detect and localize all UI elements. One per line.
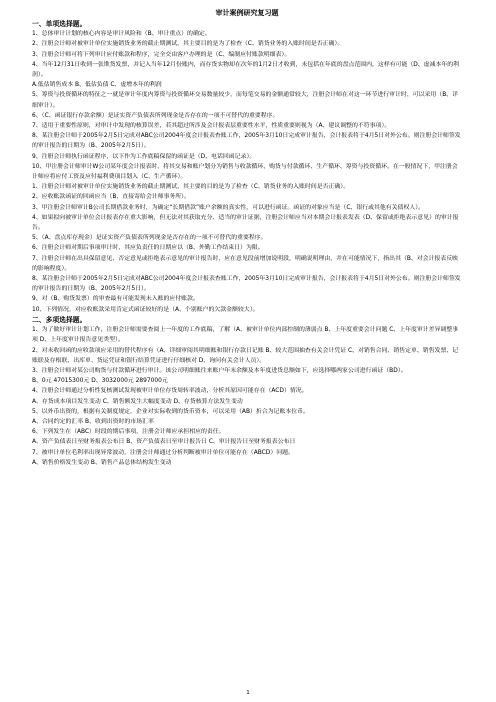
question-line: 4、如果拟向被审计单位会计报表存在重大影响，但无法对其获取充分、适当的审计证据，注册会计师应当对本期会计报表发表（D、保留或拒绝表示意见）的审计报告。 xyxy=(32,214,459,232)
question-line: A、销售价格发生变动 B、销售产品总体结构发生变动 xyxy=(32,459,172,466)
question-line: 4、当年12月31日收到一张欺货发票，并记入当年12月份账内，而存货实物却在次年的1月2日才收到，未包括在年底的盘点范围内，这样有可能（D、虚减本年的利润）。 xyxy=(32,61,460,79)
question-line: 8、某注册会计师于2005年2月5日完成对ABC公司2004年度会计报表查账工作，2005年3月10日完成审计报告，会计报表将于4月5日对外公布。则注册会计师签发的审计报告的日期为（B、2005年2月5日）。 xyxy=(32,133,461,150)
question-line: 10、甲注册会计师审计W公司某年度会计报表时，将其交易和账户划分为销售与收款循环、购货与付款循环、生产循环、筹资与投资循环。在一般情况下，甲注册会计师应将应付工资及应付福利费项目划入（C、生产循环）。 xyxy=(32,163,458,181)
question-line: 1、总体审计计划的核心内容是审计风险和（B、审计重点）的确定。 xyxy=(32,31,211,38)
multiple-choice-list xyxy=(32,325,462,468)
question-line: 2、注册会计师对被审计单位实施销货业务的截止期测试，其主要目的是为了检查（C、销货业务的入账时间是否正确）。 xyxy=(32,41,344,48)
question-line: 7、注册会计师在出具保留意见、否定意见或拒绝表示意见的审计报告时，应在意见段前增加说明段，明确说明理由，并在可能情况下，指出其（B、对会计报表反映的影响程度）。 xyxy=(32,255,459,272)
question-line: 10、下列情况，对应收账款采用肯定式函证较好的是（A、个别账户的欠款金额较大）。 xyxy=(32,306,259,313)
question-line: 9、对（B、购货发票）的审查最有可能发现未入账的应付账款。 xyxy=(32,296,199,303)
section-heading-multiple-choice: 二、多项选择题。 xyxy=(32,315,87,324)
question-line: A、合同约定的汇率 B、收到出资时的市场汇率 xyxy=(32,418,154,425)
question-line: 4、注册会计师通过分析性复核测试发现被审计单位存货周转率波动，分析其原因可能存在（ACD）情况。 xyxy=(32,388,308,395)
page-number: 1 xyxy=(246,690,250,696)
page-title: 审计案例研究复习题 xyxy=(215,9,279,17)
question-line: 2、对未收回函的应收款项应采用的替代程序有（A、详细审阅其明细账和银行存款日记账 B、较大范围抽查有关会计凭证 C、对销售合同、销售定单、销售发票、记账联及存根联、出库单、货运凭证和银行结算凭证进行仔细核对 D、询问有关会计人员）。 xyxy=(32,347,459,364)
question-line: 8、某注册会计师于2005年2月5日完成对ABC公司2004年度会计报表查账工作，2005年3月10日完成审计报告，会计报表将于4月5日对外公布。则注册会计师签发的审计报告的日期为（B、2005年2月5日）。 xyxy=(32,276,461,293)
single-choice-list xyxy=(32,29,462,315)
question-line: 2、应收账款函证的回函应当（B、直接寄给会计师事务所）。 xyxy=(32,194,190,201)
question-line: A、资产负债表日至财务报表公布日 B、资产负债表日至审计报告日 C、审计报告日至财务报表公布日 xyxy=(32,439,296,446)
question-line: B、0元 47015300元 D、3032000元 2897000元 xyxy=(32,378,168,385)
question-line: 3、注册会计师可将下列审计应付账款和程序，完全交由客户办理的是（C、编制应付账款明细表）。 xyxy=(32,51,291,58)
question-line: 7、适用于重要性原则，对审计中发现的核算误差，若其超过所涉及会计报表层重要性水平，性质重要则视为（A、建议调整的不符事项）。 xyxy=(32,123,391,130)
section-heading-single-choice: 一、单项选择题。 xyxy=(32,20,87,28)
question-line: 6、下列发生在（ABC）时段的期后事项，注册会计师应承担相应的责任。 xyxy=(32,429,225,436)
question-line: 9、注册会计师执行函证程序，以下作为工作底稿保留的函证是（D、电话回函记录）。 xyxy=(32,153,256,160)
question-line: A.低估销售成本 B、低估负债 C、虚增本年的利润 xyxy=(32,82,162,89)
question-line: 5、以外币出资的，根据有关制度规定，企业对实际收到的货币资本，可以采用（AB）折合为记账本位币。 xyxy=(32,408,309,415)
question-line: 3、甲注册会计师审计B公司长期借款业务时，为确定“长期借款”账户余额的真实性，可以进行函证。函证的对象应当是（C、银行或其他有关债权人）。 xyxy=(32,204,425,211)
question-line: 5、筹资与投资循环的特征之一就是审计年度内筹资与投资循环交易数量较少，而每笔交易的金额通常较大，注册会计师在对这一环节进行审计时，可以采用（B、详细审计）。 xyxy=(32,92,459,109)
question-line: 6、注册会计师对期后事项审计时，其应负责任的日期应以（B、外勤工作结束日）为限。 xyxy=(32,245,264,252)
question-line: 5、（A、盘点库存现金）是证实资产负债表所列现金是否存在的一项不可替代的重要程序。 xyxy=(32,235,267,242)
question-line: 1、注册会计师对被审计单位实施销货业务的截止期测试，其主要的目的是为了检查（C、销货业务的入账时间是否正确）。 xyxy=(32,184,350,191)
question-line: 3、注册会计师对某公司购货与付款循环进行审计。该公司明细账往来账户年末余额及本年度进货总额如下，应选择哪两家公司进行函证（BD）。 xyxy=(32,367,407,374)
question-line: 6、（C、函证银行存款余额）是证实资产负债表所列现金是否存在的一项不可替代的重要程序。 xyxy=(32,112,279,119)
question-line: A、存货成本项目发生变动 C、销售额发生大幅度变动 D、存货核算方法发生变动 xyxy=(32,398,243,405)
question-line: 7、被审计单位毛利率出现异常波动，注册会计师通过分析判断被审计单位可能存在（ABCD）问题。 xyxy=(32,449,294,456)
question-line: 1、为了做好审计计划工作，注册会计师需要查阅上一年度的工作底稿，了解（A、被审计单位内部控制的薄弱点 B、上年度重要会计问题 C、上年度审计差异调整事项 D、上年度审计报告意见类型）。 xyxy=(32,327,459,344)
